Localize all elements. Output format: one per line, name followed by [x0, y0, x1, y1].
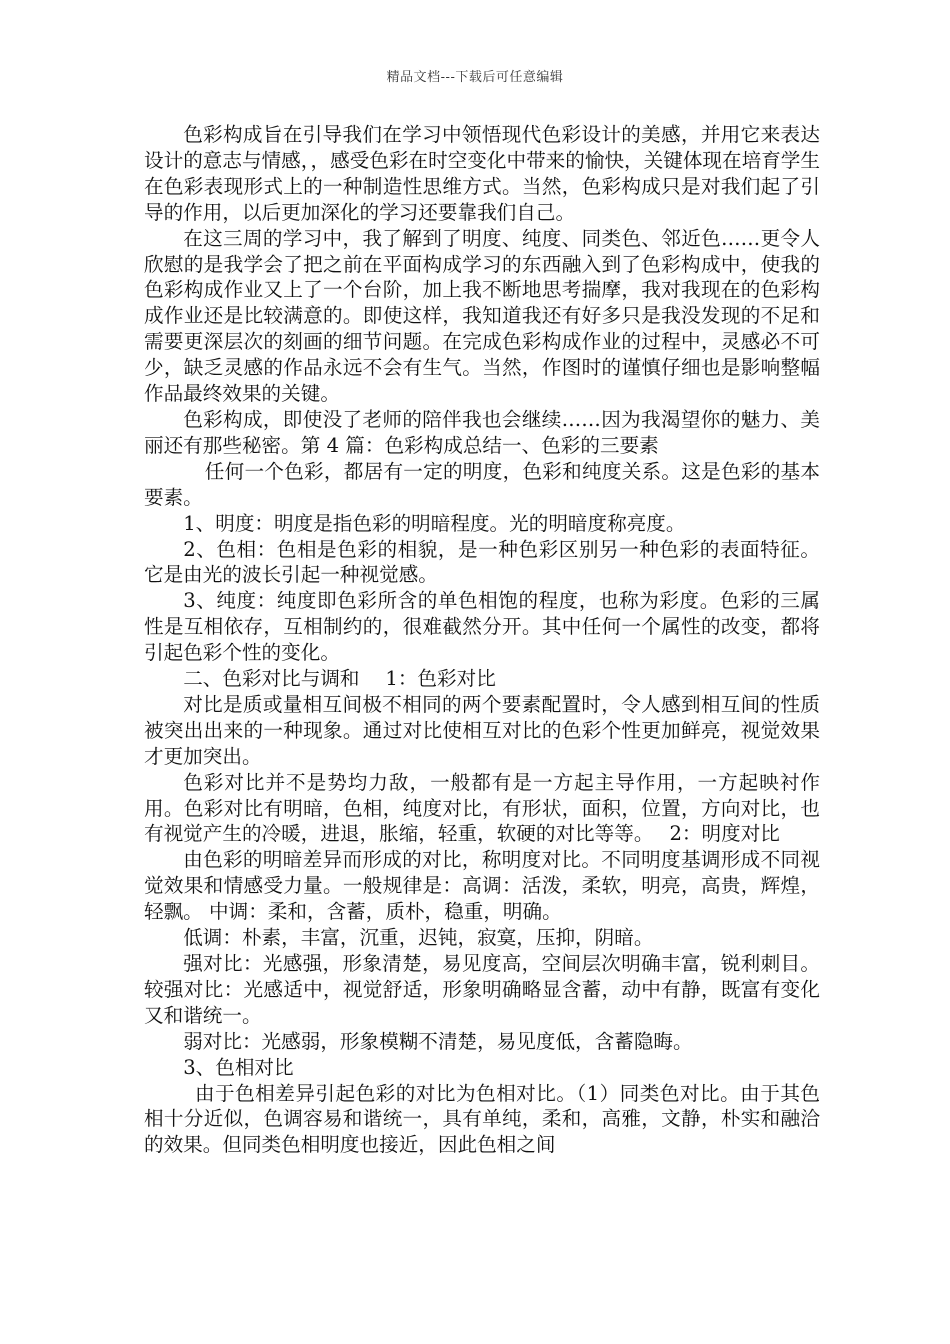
paragraph: 弱对比：光感弱，形象模糊不清楚，易见度低，含蓄隐晦。 [183, 1029, 693, 1053]
paragraph: 任何一个色彩，都居有一定的明度，色彩和纯度关系。这是色彩的基本要素。 [144, 459, 820, 509]
section-heading: 3、色相对比 [183, 1055, 294, 1079]
paragraph: 1、明度：明度是指色彩的明暗程度。光的明暗度称亮度。 [183, 511, 686, 535]
paragraph: 低调：朴素，丰富，沉重，迟钝，寂寞，压抑，阴暗。 [183, 926, 654, 950]
paragraph: 由色彩的明暗差异而形成的对比，称明度对比。不同明度基调形成不同视觉效果和情感受力量。一般规律是：高调：活泼，柔软，明亮，高贵，辉煌，轻飘。 中调：柔和，含蓄，质朴，稳重，明确。 [144, 848, 820, 924]
paragraph: 由于色相差异引起色彩的对比为色相对比。（1）同类色对比。由于其色相十分近似，色调容易和谐统一，具有单纯，柔和，高雅，文静，朴实和融洽的效果。但同类色相明度也接近，因此色相之间 [144, 1081, 820, 1157]
paragraph: 色彩构成，即使没了老师的陪伴我也会继续……因为我渴望你的魅力、美丽还有那些秘密。第 4 篇：色彩构成总结一、色彩的三要素 [144, 407, 820, 457]
paragraph: 对比是质或量相互间极不相同的两个要素配置时，令人感到相互间的性质被突出出来的一种现象。通过对比使相互对比的色彩个性更加鲜亮，视觉效果才更加突出。 [144, 692, 820, 768]
paragraph: 强对比：光感强，形象清楚，易见度高，空间层次明确丰富，锐利刺目。 较强对比：光感适中，视觉舒适，形象明确略显含蓄，动中有静，既富有变化又和谐统一。 [144, 952, 820, 1027]
paragraph: 2、色相：色相是色彩的相貌，是一种色彩区别另一种色彩的表面特征。它是由光的波长引起一种视觉感。 [144, 537, 820, 587]
page-header: 精品文档---下载后可任意编辑 [386, 70, 564, 85]
paragraph: 在这三周的学习中，我了解到了明度、纯度、同类色、邻近色……更令人欣慰的是我学会了把之前在平面构成学习的东西融入到了色彩构成中，使我的色彩构成作业又上了一个台阶，加上我不断地思考揣摩，我对我现在的色彩构成作业还是比较满意的。即使这样，我知道我还有好多只是我没发现的不足和需要更深层次的刻画的细节问题。在完成色彩构成作业的过程中，灵感必不可少，缺乏灵感的作品永远不会有生气。当然，作图时的谨慎仔细也是影响整幅作品最终效果的关键。 [144, 226, 820, 406]
section-heading: 二、色彩对比与调和 1：色彩对比 [183, 667, 496, 691]
paragraph: 色彩对比并不是势均力敌，一般都有是一方起主导作用，一方起映衬作用。色彩对比有明暗，色相，纯度对比，有形状，面积，位置，方向对比，也有视觉产生的冷暖，进退，胀缩，轻重，软硬的对比等等。 2：明度对比 [144, 770, 820, 846]
paragraph: 色彩构成旨在引导我们在学习中领悟现代色彩设计的美感，并用它来表达设计的意志与情感，，感受色彩在时空变化中带来的愉快，关键体现在培育学生在色彩表现形式上的一种制造性思维方式。当然，色彩构成只是对我们起了引导的作用，以后更加深化的学习还要靠我们自己。 [144, 123, 820, 224]
document-body [144, 122, 820, 1158]
paragraph: 3、纯度：纯度即色彩所含的单色相饱的程度，也称为彩度。色彩的三属性是互相依存，互相制约的，很难截然分开。其中任何一个属性的改变，都将引起色彩个性的变化。 [144, 589, 820, 665]
